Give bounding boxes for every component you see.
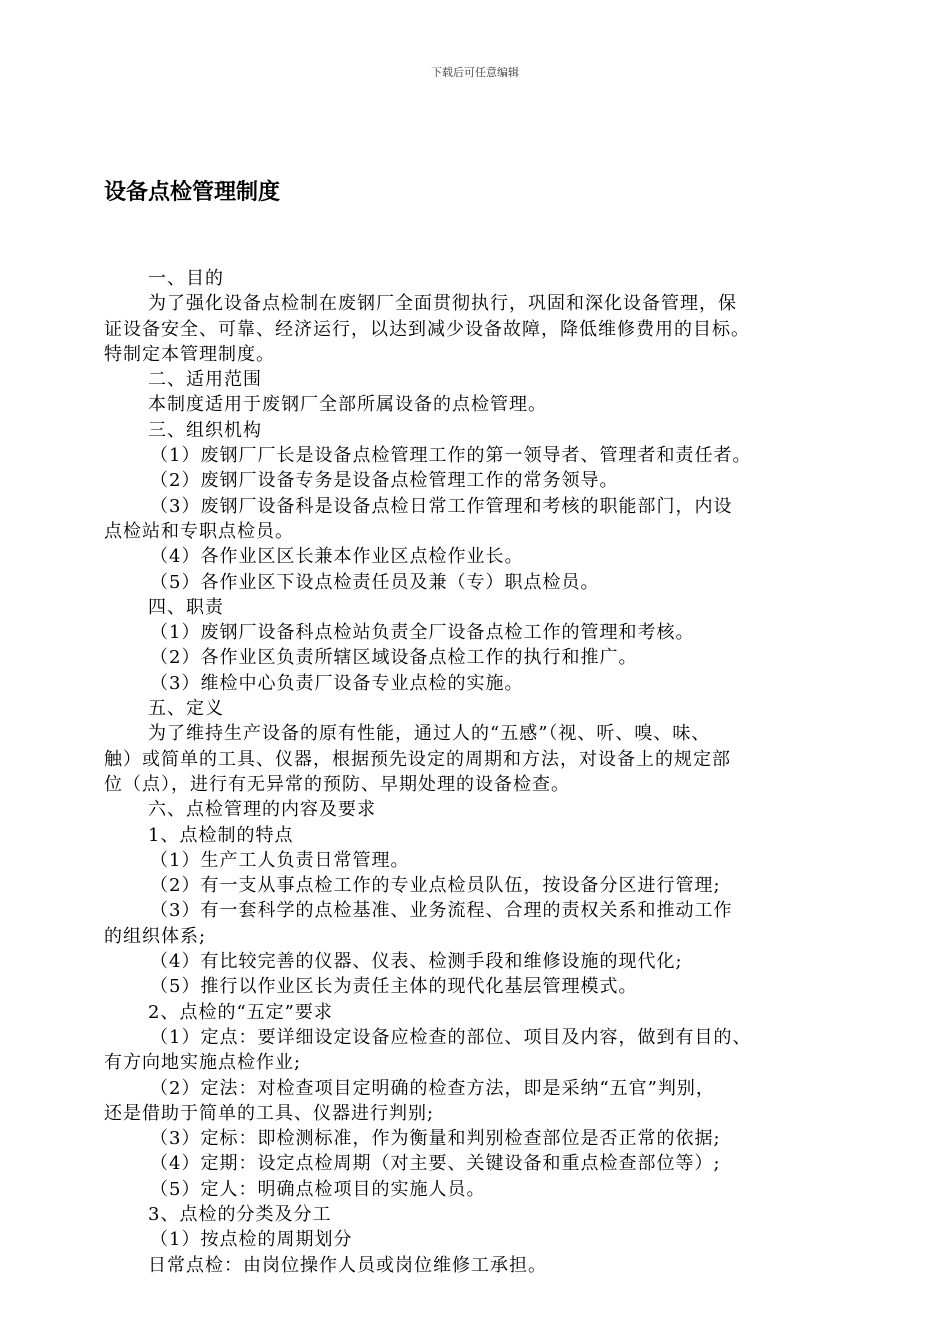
section-heading: 四、职责 (148, 596, 224, 618)
list-item: （3）废钢厂设备科是设备点检日常工作管理和考核的职能部门，内设 (150, 495, 733, 517)
list-item: （2）各作业区负责所辖区域设备点检工作的执行和推广。 (150, 647, 638, 669)
subsection-heading: 1、点检制的特点 (148, 824, 294, 846)
list-item: （1）废钢厂设备科点检站负责全厂设备点检工作的管理和考核。 (150, 622, 695, 644)
page-header-note: 下载后可任意编辑 (431, 66, 519, 79)
list-item: （3）定标：即检测标准，作为衡量和判别检查部位是否正常的依据; (150, 1128, 721, 1150)
list-item: （2）有一支从事点检工作的专业点检员队伍，按设备分区进行管理; (150, 875, 721, 897)
list-item: （4）有比较完善的仪器、仪表、检测手段和维修设施的现代化; (150, 951, 683, 973)
paragraph-line: 日常点检：由岗位操作人员或岗位维修工承担。 (148, 1254, 547, 1276)
document-body (104, 266, 864, 1278)
list-item: （5）各作业区下设点检责任员及兼（专）职点检员。 (150, 571, 600, 593)
list-item: （1）按点检的周期划分 (150, 1229, 353, 1251)
list-item: （1）生产工人负责日常管理。 (150, 849, 410, 871)
list-item: （4）定期：设定点检周期（对主要、关键设备和重点检查部位等）; (150, 1153, 721, 1175)
list-item: （5）推行以作业区长为责任主体的现代化基层管理模式。 (150, 976, 638, 998)
paragraph-line: 证设备安全、可靠、经济运行，以达到减少设备故障，降低维修费用的目标。 (104, 318, 750, 340)
section-heading: 三、组织机构 (148, 419, 262, 441)
subsection-heading: 3、点检的分类及分工 (148, 1203, 332, 1225)
section-heading: 六、点检管理的内容及要求 (148, 799, 376, 821)
paragraph-line: 为了维持生产设备的原有性能，通过人的“五感”（视、听、嗅、味、 (148, 723, 711, 745)
paragraph-line: 本制度适用于废钢厂全部所属设备的点检管理。 (148, 394, 547, 416)
paragraph-line: 有方向地实施点检作业; (104, 1052, 302, 1074)
paragraph-line: 为了强化设备点检制在废钢厂全面贯彻执行，巩固和深化设备管理，保 (148, 293, 737, 315)
document-title: 设备点检管理制度 (104, 180, 281, 205)
section-heading: 一、目的 (148, 268, 224, 289)
list-item: （3）维检中心负责厂设备专业点检的实施。 (150, 672, 524, 694)
paragraph-line: 特制定本管理制度。 (104, 343, 275, 365)
paragraph-line: 的组织体系; (104, 925, 207, 947)
list-item: （2）定法：对检查项目定明确的检查方法，即是采纳“五官”判别， (150, 1077, 715, 1099)
list-item: （5）定人：明确点检项目的实施人员。 (150, 1178, 486, 1200)
section-heading: 五、定义 (148, 698, 224, 720)
subsection-heading: 2、点检的“五定”要求 (148, 1001, 333, 1023)
list-item: （1）定点：要详细设定设备应检查的部位、项目及内容，做到有目的、 (150, 1026, 752, 1048)
list-item: （1）废钢厂厂长是设备点检管理工作的第一领导者、管理者和责任者。 (150, 445, 752, 467)
paragraph-line: 还是借助于简单的工具、仪器进行判别; (104, 1102, 435, 1124)
paragraph-line: 触）或简单的工具、仪器，根据预先设定的周期和方法，对设备上的规定部 (104, 748, 731, 770)
section-heading: 二、适用范围 (148, 369, 262, 391)
list-item: （3）有一套科学的点检基准、业务流程、合理的责权关系和推动工作 (150, 900, 733, 922)
list-item: （4）各作业区区长兼本作业区点检作业长。 (150, 546, 524, 568)
paragraph-line: 点检站和专职点检员。 (104, 520, 294, 542)
list-item: （2）废钢厂设备专务是设备点检管理工作的常务领导。 (150, 470, 619, 492)
paragraph-line: 位（点），进行有无异常的预防、早期处理的设备检查。 (104, 773, 570, 795)
